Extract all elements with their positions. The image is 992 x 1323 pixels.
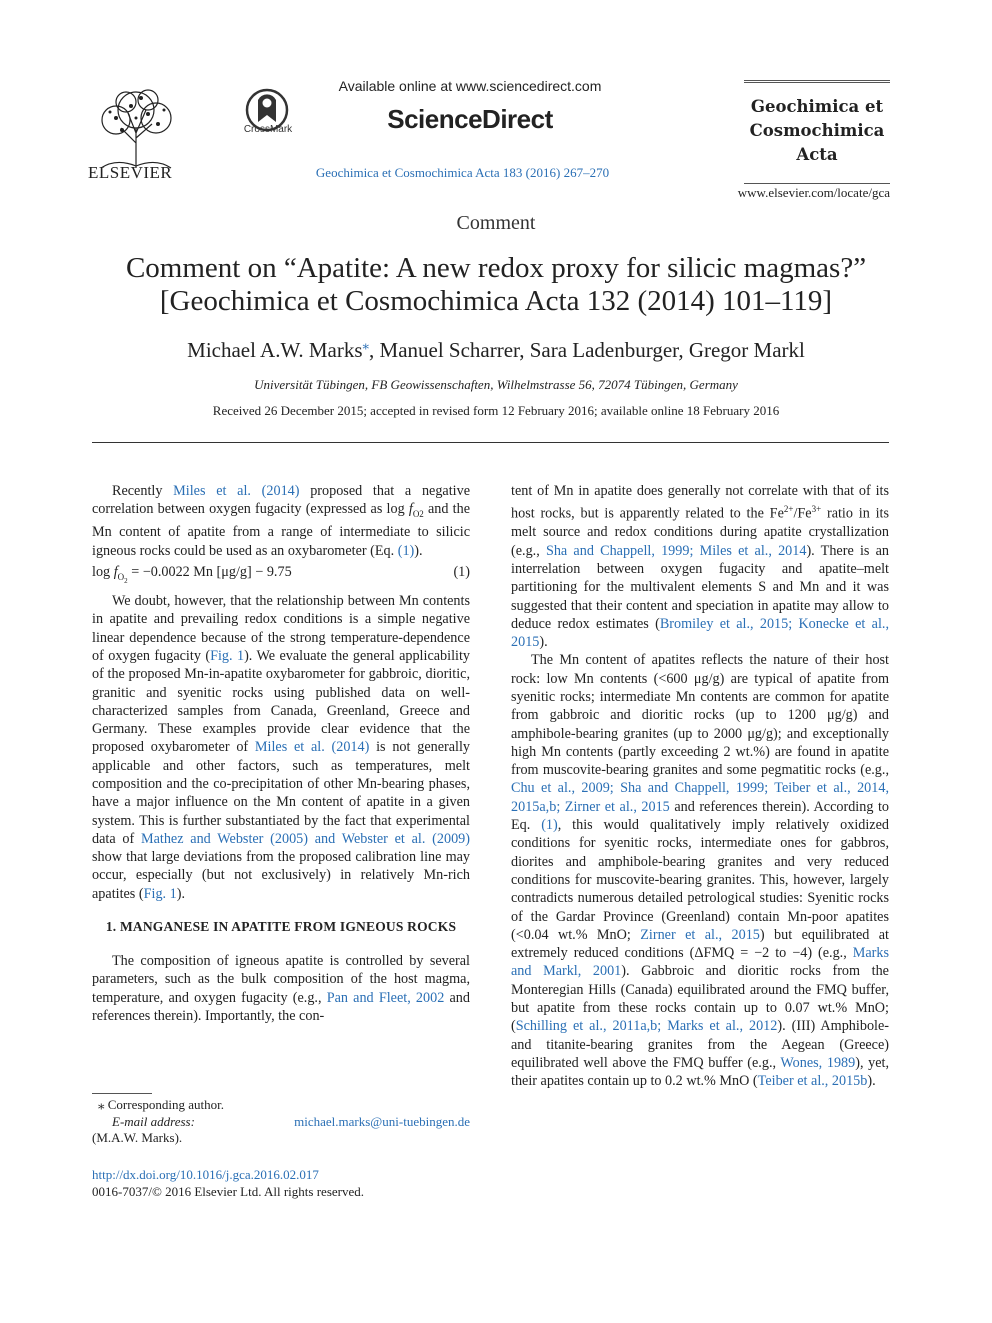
footer [92,1167,492,1200]
author-initials: (M.A.W. Marks). [92,1130,183,1145]
citation-link[interactable]: Schilling et al., 2011a,b; Marks et al., 2012 [515,1018,778,1035]
article-dates: Received 26 December 2015; accepted in revised form 12 February 2016; available online 18 February 2016 [212,403,780,418]
citation-link[interactable]: Fig. 1 [143,885,177,902]
citation-link[interactable]: Chu et al., 2009; Sha and Chappell, 1999; Teiber et al., 2014, 2015a,b; Zirner et al., 2015 [511,780,889,815]
paragraph: The composition of igneous apatite is controlled by several parameters, such as the bulk composition of the host magma, temperature, and oxygen fugacity (e.g., Pan and Fleet, 2002 and references therein). Importantly, the con- [92,953,470,1024]
paragraph: The Mn content of apatites reflects the nature of their host rock: low Mn contents (<600 μg/g) are typical of apatite from syenitic rocks; intermediate Mn contents are common for apatite from gabbroic and dioritic rocks (up to 1200 μg/g) and amphibole-bearing granites (up to 2000 μg/g); and exceptionally high Mn contents (partly exceeding 2 wt.%) are found in apatite from muscovite-bearing granites and some pegmatitic rocks (e.g., Chu et al., 2009; Sha and Chappell, 1999; Teiber et al., 2014, 2015a,b; Zirner et al., 2015 and references therein). According to Eq. (1), this would qualitatively imply relatively oxidized conditions for syenitic rocks, intermediate ones for gabbros, diorites and amphibole-bearing granites and very reduced conditions for muscovite-bearing granites. This, however, largely contradicts numerous detailed petrological studies: Syenitic rocks of the Gardar Province (Greenland) contain Mn-poor apatites (<0.04 wt.% MnO; Zirner et al., 2015) but equilibrated at extremely reduced conditions (ΔFMQ = −2 to −4) (e.g., Marks and Markl, 2001). Gabbroic and dioritic rocks from the Monteregian Hills (Canada) equilibrated around the FMQ buffer, but apatite from these rocks contain up to 0.07 wt.% MnO; (Schilling et al., 2011a,b; Marks et al., 2012). (III) Amphibole- and titanite-bearing granites from the Aegean (Greece) equilibrated well above the FMQ buffer (e.g., Wones, 1989), yet, their apatites contain up to 0.2 wt.% MnO (Teiber et al., 2015b). [511,652,890,1090]
journal-name: Geochimica et Cosmochimica Acta [749,97,885,164]
author-list [60,337,932,363]
citation-link[interactable]: Marks and Markl, 2001 [511,945,889,980]
section-heading: 1. MANGANESE IN APATITE FROM IGNEOUS ROCKS [105,919,457,935]
article-type: Comment [456,212,536,234]
citation-link[interactable]: (1) [397,542,415,559]
citation-link[interactable]: Zirner et al., 2015 [640,926,760,943]
equation-1: $\log f_{O_2} = -0.0022$ Mn [μg/g] − 9.75 (1) [92,564,470,585]
corresponding-mark[interactable]: ⁎ [362,337,370,352]
right-column [511,482,889,1091]
author-name: Michael A.W. Marks [187,338,363,362]
email-label: E-mail address: [112,1113,195,1129]
citation-link[interactable]: Pan and Fleet, 2002 [326,989,445,1006]
citation-link[interactable]: Teiber et al., 2015b [757,1073,868,1090]
paragraph: We doubt, however, that the relationship between Mn contents in apatite and prevailing redox conditions is a simple negative linear dependence because of the strong temperature-dependence of oxygen fugacity (Fig. 1). We evaluate the general applicability of the proposed Mn-in-apatite oxybarometer for gabbroic, dioritic, granitic and syenitic rocks using published data on well-characterized samples from Canada, Greenland, Greece and Germany. These examples provide clear evidence that the proposed oxybarometer of Miles et al. (2014) is not generally applicable and other factors, such as temperatures, melt composition and the co-precipitation of other Mn-bearing phases, have a major influence on the Mn content of apatite in a given system. This is further substantiated by the fact that experimental data of Mathez and Webster (2005) and Webster et al. (2009) show that large deviations from the proposed calibration line may occur, especially (but not exclusively) in relatively Mn-rich apatites (Fig. 1). [92,593,471,902]
citation-link[interactable]: Miles et al. (2014) [254,739,370,756]
citation-link[interactable]: Mathez and Webster (2005) and Webster et al. (2009) [140,830,471,847]
publisher-name: ELSEVIER [88,163,173,182]
other-authors: , Manuel Scharrer, Sara Ladenburger, Gregor Markl [369,338,805,362]
left-column [92,482,470,1025]
header-divider [92,442,889,443]
footnote-divider [92,1093,152,1094]
citation-link[interactable]: Sha and Chappell, 1999; Miles et al., 2014 [545,542,807,559]
email-link[interactable]: michael.marks@uni-tuebingen.de [294,1113,470,1129]
sciencedirect-logo[interactable]: ScienceDirect [387,104,553,134]
available-online: Available online at www.sciencedirect.com [338,78,602,94]
article-title: Comment on “Apatite: A new redox proxy for silicic magmas?” [Geochimica et Cosmochimica Acta 132 (2014) 101–119] [125,252,867,317]
citation-link[interactable]: Miles et al. (2014) [173,483,300,499]
citation-link[interactable]: Bromiley et al., 2015; Konecke et al., 2015 [511,615,889,651]
copyright: 0016-7037/© 2016 Elsevier Ltd. All rights reserved. [92,1183,364,1199]
journal-url[interactable]: www.elsevier.com/locate/gca [737,185,890,200]
paragraph: tent of Mn in apatite does generally not correlate with that of its host rocks, but is apparently related to the $Fe^{2+}/Fe^{3+}$ ratio in its melt source and redox conditions during apatite crystallization (e.g., Sha and Chappell, 1999; Miles et al., 2014). There is an interrelation between oxygen fugacity and apatite–melt partitioning for the multivalent elements S and Mn and it was suggested that their content and speciation in apatite may allow to deduce redox estimates (Bromiley et al., 2015; Konecke et al., 2015). [511,483,889,651]
journal-reference[interactable]: Geochimica et Cosmochimica Acta 183 (2016) 267–270 [315,165,610,180]
crossmark-label: CrossMark [243,124,293,135]
equation-number: (1) [453,564,470,581]
citation-link[interactable]: Wones, 1989 [780,1054,856,1071]
citation-link[interactable]: (1) [541,817,558,834]
paragraph: Recently Miles et al. (2014) proposed that a negative correlation between oxygen fugacity (expressed as $\log f_{O2}$ and the Mn content of apatite from a range of intermediate to silicic igneous rocks could be used as an oxybarometer (Eq. (1)). [92,483,470,559]
affiliation: Universität Tübingen, FB Geowissenschaften, Wilhelmstrasse 56, 72074 Tübingen, Germany [254,377,738,392]
footnote: ⁎ Corresponding author. E-mail address: michael.marks@uni-tuebingen.de (M.A.W. Marks). [92,1097,470,1145]
doi-link[interactable]: http://dx.doi.org/10.1016/j.gca.2016.02.017 [92,1167,319,1182]
citation-link[interactable]: Fig. 1 [210,647,245,664]
